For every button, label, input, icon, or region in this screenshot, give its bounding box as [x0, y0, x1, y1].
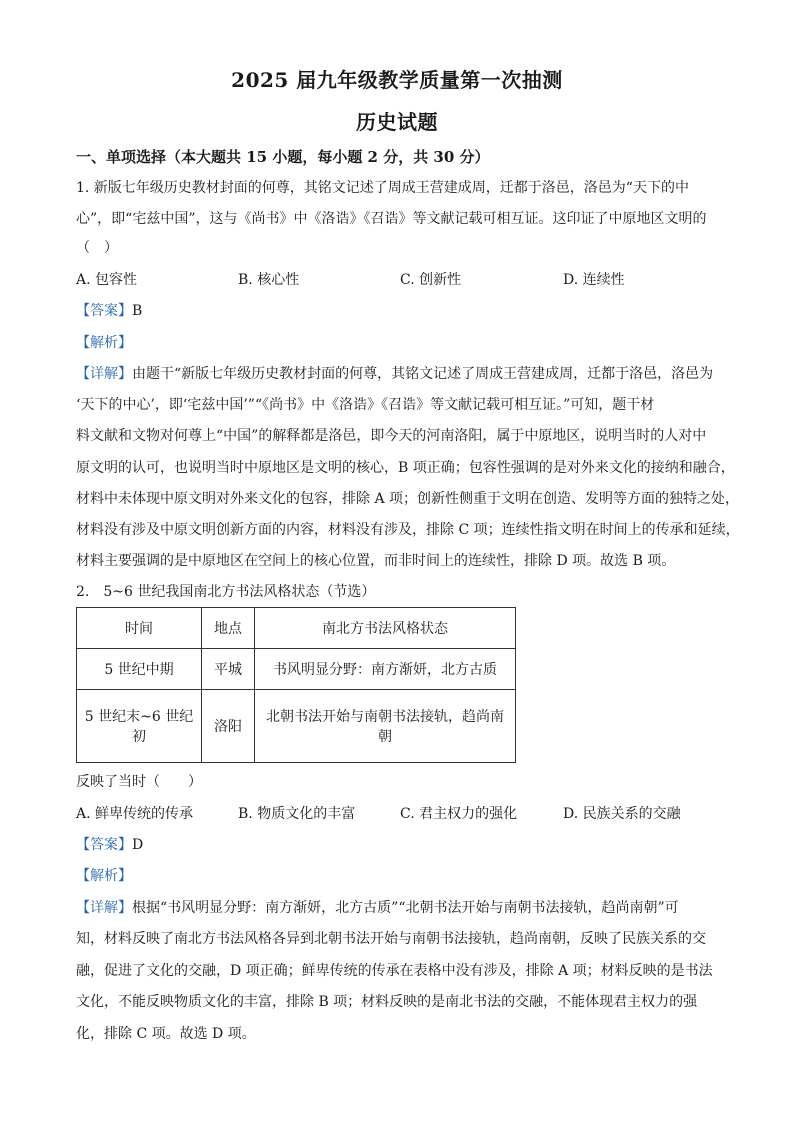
section-heading: 一、单项选择（本大题共 15 小题，每小题 2 分，共 30 分） — [76, 148, 490, 166]
q2-detail-line: 文化，不能反映物质文化的丰富，排除 B 项；材料反映的是南北书法的交融，不能体现君主权力的强 — [76, 994, 698, 1010]
answer-value: D — [132, 837, 144, 853]
q1-detail-line: 原文明的认可，也说明当时中原地区是文明的核心，B 项正确；包容性强调的是对外来文化的接纳和融合， — [76, 460, 735, 476]
table-cell: 北朝书法开始与南朝书法接轨，趋尚南朝 — [255, 690, 516, 763]
q2-option-c: C. 君主权力的强化 — [400, 806, 518, 822]
q1-detail-line: 材料中未体现中原文明对外来文化的包容，排除 A 项；创新性侧重于文明在创造、发明等方面的独特之处， — [76, 491, 740, 507]
q1-stem-line: 1. 新版七年级历史教材封面的何尊，其铭文记述了周成王营建成周，迁都于洛邑，洛邑为“天下的中 — [76, 180, 689, 196]
q1-option-a: A. 包容性 — [76, 272, 138, 288]
q1-analysis-tag: 【解析】 — [76, 335, 132, 351]
q2-option-a: A. 鲜卑传统的传承 — [76, 806, 194, 822]
q1-detail-line: 材料主要强调的是中原地区在空间上的核心位置，而非时间上的连续性，排除 D 项。故选 B 项。 — [76, 553, 676, 569]
q1-detail-line: 【详解】由题干“新版七年级历史教材封面的何尊，其铭文记述了周成王营建成周，迁都于洛邑，洛邑为 — [76, 366, 714, 382]
calligraphy-table — [76, 607, 516, 763]
q2-stem: 2. 5~6 世纪我国南北方书法风格状态（节选） — [76, 584, 376, 600]
q2-detail-line: 知，材料反映了南北方书法风格各异到北朝书法开始与南朝书法接轨，趋尚南朝，反映了民族关系的交 — [76, 931, 706, 947]
q2-detail-line: 融，促进了文化的交融，D 项正确；鲜卑传统的传承在表格中没有涉及，排除 A 项；材料反映的是书法 — [76, 963, 713, 979]
answer-tag: 【答案】 — [76, 303, 132, 319]
q1-detail-line: 材料没有涉及中原文明创新方面的内容，材料没有涉及，排除 C 项；连续性指文明在时间上的传承和延续， — [76, 522, 740, 538]
table-row — [77, 649, 516, 690]
q1-option-d: D. 连续性 — [563, 272, 625, 288]
q2-option-b: B. 物质文化的丰富 — [238, 806, 356, 822]
table-row — [77, 690, 516, 763]
q2-answer — [76, 835, 143, 855]
q2-question: 反映了当时（ ） — [76, 774, 202, 790]
detail-tag: 【详解】 — [76, 366, 132, 382]
answer-value: B — [132, 303, 143, 319]
q1-detail-line: 料文献和文物对何尊上“中国”的解释都是洛邑，即今天的河南洛阳，属于中原地区，说明当时的人对中 — [76, 428, 707, 444]
q1-stem-line: （ ） — [76, 240, 118, 256]
answer-tag: 【答案】 — [76, 837, 132, 853]
exam-title: 2025 届九年级教学质量第一次抽测 — [231, 68, 563, 92]
q2-option-d: D. 民族关系的交融 — [563, 806, 681, 822]
exam-subtitle: 历史试题 — [356, 110, 438, 134]
table-cell: 洛阳 — [202, 690, 255, 763]
q1-detail-line: ‘天下的中心’，即‘宅兹中国’”“《尚书》中《洛诰》《召诰》等文献记载可相互证。”可知，题干材 — [76, 397, 655, 413]
q1-option-b: B. 核心性 — [238, 272, 300, 288]
q1-answer — [76, 301, 142, 321]
q2-analysis-tag: 【解析】 — [76, 868, 132, 884]
table-header-cell: 时间 — [77, 608, 202, 649]
q1-option-c: C. 创新性 — [400, 272, 462, 288]
table-cell: 5 世纪中期 — [77, 649, 202, 690]
table-header-row — [77, 608, 516, 649]
table-header-cell: 地点 — [202, 608, 255, 649]
q2-detail-line: 【详解】根据“书风明显分野：南方渐妍，北方古质”“北朝书法开始与南朝书法接轨，趋尚南朝”可 — [76, 900, 679, 916]
q2-detail-line: 化，排除 C 项。故选 D 项。 — [76, 1026, 256, 1042]
table-cell: 书风明显分野：南方渐妍，北方古质 — [255, 649, 516, 690]
q1-stem-line: 心”，即“宅兹中国”，这与《尚书》中《洛诰》《召诰》等文献记载可相互证。这印证了中原地区文明的 — [76, 211, 707, 227]
detail-tag: 【详解】 — [76, 900, 132, 916]
table-cell: 5 世纪末~6 世纪 初 — [77, 690, 202, 763]
table-header-cell: 南北方书法风格状态 — [255, 608, 516, 649]
table-cell: 平城 — [202, 649, 255, 690]
